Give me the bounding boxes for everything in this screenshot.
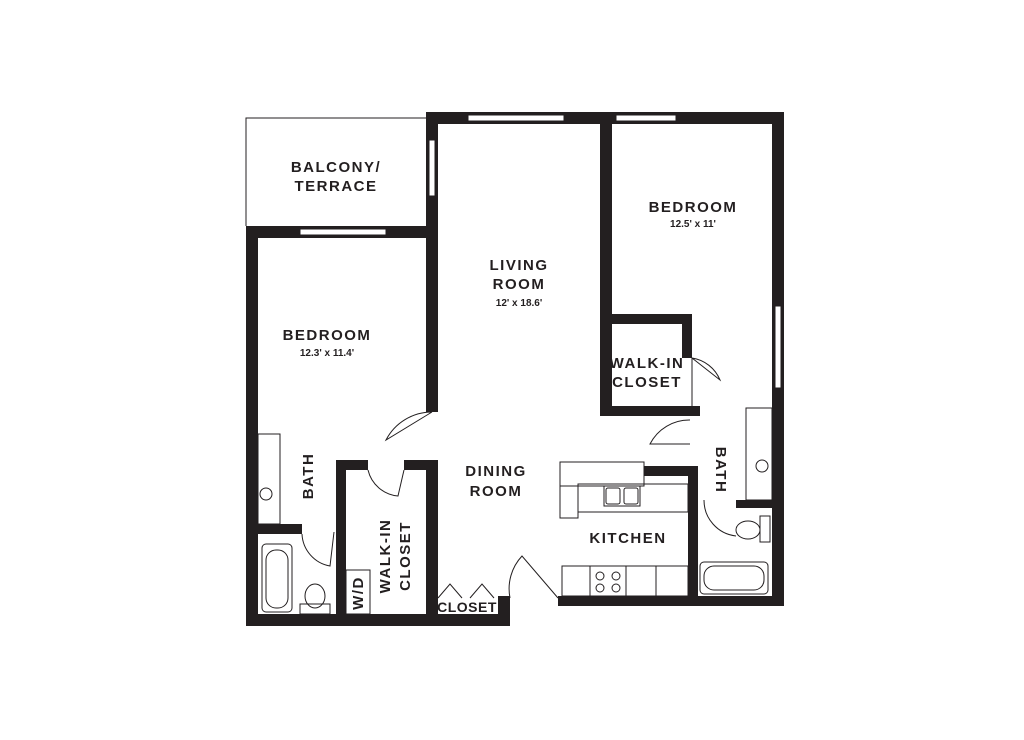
balcony-label-line1: BALCONY/ [290, 159, 382, 176]
bath-left-label: BATH [300, 452, 317, 500]
living-room-label-line2: ROOM [492, 276, 546, 293]
washer-dryer-label: W/D [350, 576, 367, 610]
walk-in-closet-left-label-line1: WALK-IN [377, 518, 394, 594]
closet-label: CLOSET [437, 599, 497, 615]
living-room-label-line1: LIVING [489, 257, 549, 274]
walk-in-closet-right-label-line1: WALK-IN [609, 355, 685, 372]
dining-room-label-line2: ROOM [469, 483, 523, 500]
walk-in-closet-right-label-line2: CLOSET [612, 374, 682, 391]
bedroom-right-label: BEDROOM [648, 199, 738, 216]
balcony-label-line2: TERRACE [294, 178, 378, 195]
bedroom-left-dimensions: 12.3' x 11.4' [299, 348, 355, 359]
bath-right-label: BATH [712, 446, 729, 494]
bedroom-left-label: BEDROOM [282, 327, 372, 344]
bedroom-right-dimensions: 12.5' x 11' [670, 219, 716, 230]
windows [300, 115, 781, 388]
dining-room-label-line1: DINING [465, 463, 527, 480]
living-room-dimensions: 12' x 18.6' [495, 298, 543, 309]
walk-in-closet-left-label-line2: CLOSET [397, 521, 414, 591]
kitchen-label: KITCHEN [589, 530, 667, 547]
